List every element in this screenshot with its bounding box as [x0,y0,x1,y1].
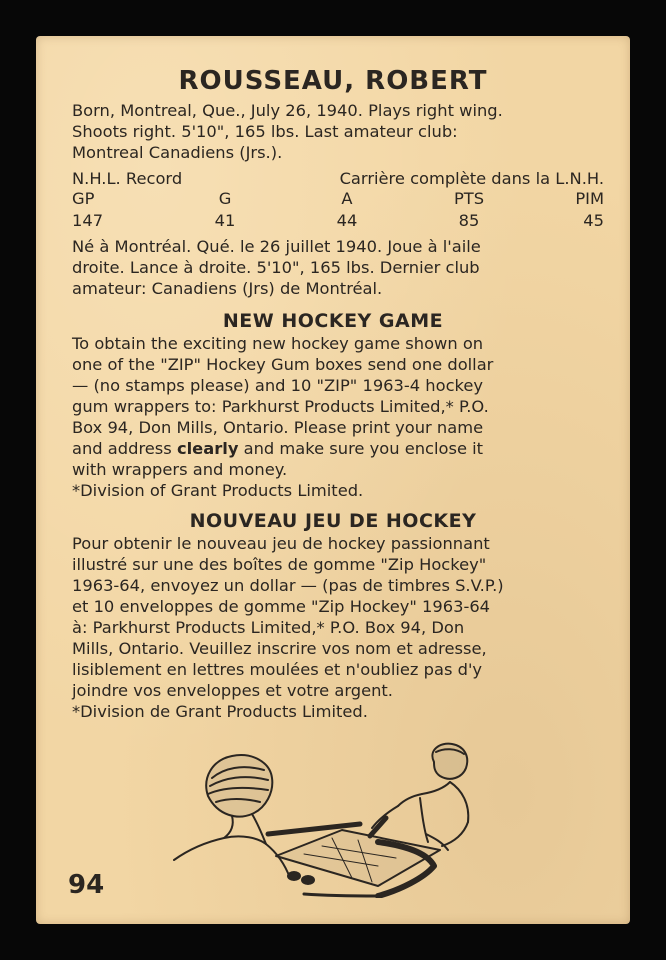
record-label-fr: Carrière complète dans la L.N.H. [339,169,604,188]
offer-line: To obtain the exciting new hockey game shown on [72,334,484,353]
bio-line: Né à Montréal. Qué. le 26 juillet 1940. Joue à l'aile [72,237,481,256]
stat-header-a: A [341,189,353,208]
offer-text: and make sure you enclose it [238,439,484,458]
offer-line: joindre vos enveloppes et votre argent. [72,681,393,700]
bio-line: Born, Montreal, Que., July 26, 1940. Plays right wing. [72,101,503,120]
trading-card-back [36,36,630,924]
player-name: ROUSSEAU, ROBERT [178,66,488,96]
offer-line [72,438,604,459]
stat-value-g: 41 [214,211,236,230]
stats-headers [72,188,604,209]
stat-header-g: G [218,189,232,208]
card-number: 94 [68,870,105,900]
offer-line: gum wrappers to: Parkhurst Products Limited,* P.O. [72,397,489,416]
stat-header-gp: GP [72,189,95,208]
stat-header-pim: PIM [575,189,604,208]
offer-footnote: *Division of Grant Products Limited. [72,481,364,500]
offer-line: lisiblement en lettres moulées et n'oubliez pas d'y [72,660,483,679]
french-bio [72,236,604,299]
stat-value-a: 44 [336,211,358,230]
offer-line: with wrappers and money. [72,460,288,479]
stat-value-pts: 85 [458,211,480,230]
offer-line: 1963-64, envoyez un dollar — (pas de timbres S.V.P.) [72,576,504,595]
new-hockey-game-heading: NEW HOCKEY GAME [222,310,444,332]
stats-values [72,210,604,231]
offer-line: — (no stamps please) and 10 "ZIP" 1963-4 hockey [72,376,484,395]
stat-header-pts: PTS [453,189,485,208]
offer-line: illustré sur une des boîtes de gomme "Zip Hockey" [72,555,487,574]
table-hockey-illustration [172,738,482,898]
offer-line: one of the "ZIP" Hockey Gum boxes send one dollar [72,355,494,374]
game-offer-english [72,333,604,501]
offer-line: Mills, Ontario. Veuillez inscrire vos nom et adresse, [72,639,487,658]
record-header [72,168,604,189]
offer-footnote: *Division de Grant Products Limited. [72,702,368,721]
offer-text: and address [72,439,177,458]
record-label-en: N.H.L. Record [72,169,183,188]
offer-line: et 10 enveloppes de gomme "Zip Hockey" 1963-64 [72,597,491,616]
offer-line: à: Parkhurst Products Limited,* P.O. Box 94, Don [72,618,465,637]
bio-line: droite. Lance à droite. 5'10", 165 lbs. Dernier club [72,258,480,277]
bio-line: amateur: Canadiens (Jrs) de Montréal. [72,279,383,298]
stat-value-gp: 147 [72,211,104,230]
offer-line: Pour obtenir le nouveau jeu de hockey passionnant [72,534,490,553]
offer-line: Box 94, Don Mills, Ontario. Please print your name [72,418,484,437]
bio-line: Shoots right. 5'10", 165 lbs. Last amateur club: [72,122,458,141]
english-bio [72,100,604,163]
game-offer-french [72,533,604,722]
stat-value-pim: 45 [583,211,604,230]
nouveau-jeu-heading: NOUVEAU JEU DE HOCKEY [189,510,477,532]
offer-emphasis: clearly [176,439,239,458]
bio-line: Montreal Canadiens (Jrs.). [72,143,283,162]
